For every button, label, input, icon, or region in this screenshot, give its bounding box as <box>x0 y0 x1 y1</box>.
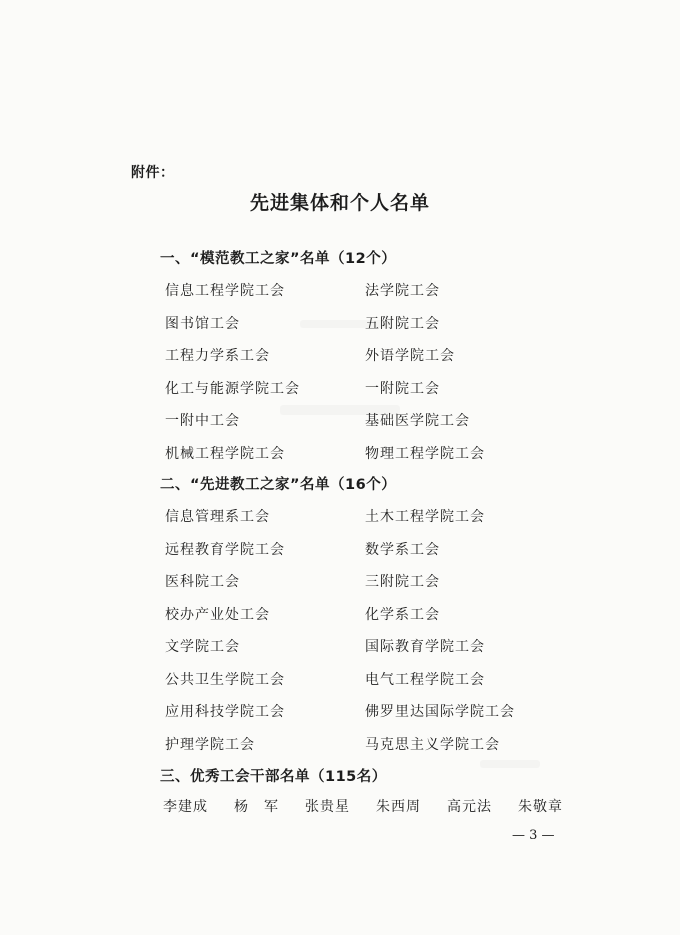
list-item: 应用科技学院工会 <box>165 704 285 720</box>
person-name: 高元法 <box>447 799 492 815</box>
list-item: 三附院工会 <box>365 574 440 590</box>
advanced-home-list <box>165 507 565 767</box>
list-item: 电气工程学院工会 <box>365 671 485 688</box>
list-item: 五附院工会 <box>365 315 440 332</box>
list-item: 化学系工会 <box>365 606 440 623</box>
list-item: 工程力学系工会 <box>165 348 270 364</box>
list-item: 物理工程学院工会 <box>365 445 485 462</box>
list-item: 医科院工会 <box>165 574 240 590</box>
list-item: 机械工程学院工会 <box>165 445 285 462</box>
list-item: 化工与能源学院工会 <box>165 380 300 397</box>
list-item: 信息工程学院工会 <box>165 283 285 299</box>
person-name: 张贵星 <box>305 799 350 815</box>
list-item: 信息管理系工会 <box>165 509 270 525</box>
list-item: 外语学院工会 <box>365 348 455 364</box>
list-item: 一附中工会 <box>165 413 240 429</box>
list-item: 远程教育学院工会 <box>165 541 285 558</box>
list-item: 国际教育学院工会 <box>365 639 485 655</box>
cadre-names-row <box>163 796 563 816</box>
section-heading-outstanding-cadres: 三、优秀工会干部名单（115名） <box>160 769 387 785</box>
person-name: 朱敬章 <box>518 799 563 815</box>
list-item: 马克思主义学院工会 <box>365 736 500 753</box>
person-name: 朱西周 <box>376 799 421 815</box>
list-item: 基础医学院工会 <box>365 413 470 429</box>
person-name: 李建成 <box>163 799 208 815</box>
section-heading-model-home: 一、“模范教工之家”名单（12个） <box>160 251 397 267</box>
list-item: 法学院工会 <box>365 283 440 299</box>
list-item: 公共卫生学院工会 <box>165 671 285 688</box>
section-heading-advanced-home: 二、“先进教工之家”名单（16个） <box>160 477 397 493</box>
list-item: 一附院工会 <box>365 380 440 397</box>
list-item: 护理学院工会 <box>165 736 255 753</box>
list-item: 校办产业处工会 <box>165 606 270 623</box>
list-item: 文学院工会 <box>165 639 240 655</box>
document-title: 先进集体和个人名单 <box>249 192 430 214</box>
list-item: 图书馆工会 <box>165 315 240 332</box>
list-item: 佛罗里达国际学院工会 <box>365 704 515 720</box>
list-item: 数学系工会 <box>365 541 440 558</box>
model-home-list <box>165 281 565 476</box>
person-name: 杨 军 <box>234 799 279 815</box>
attachment-label: 附件： <box>131 165 175 181</box>
list-item: 土木工程学院工会 <box>365 509 485 525</box>
page-number: — 3 — <box>512 828 555 843</box>
